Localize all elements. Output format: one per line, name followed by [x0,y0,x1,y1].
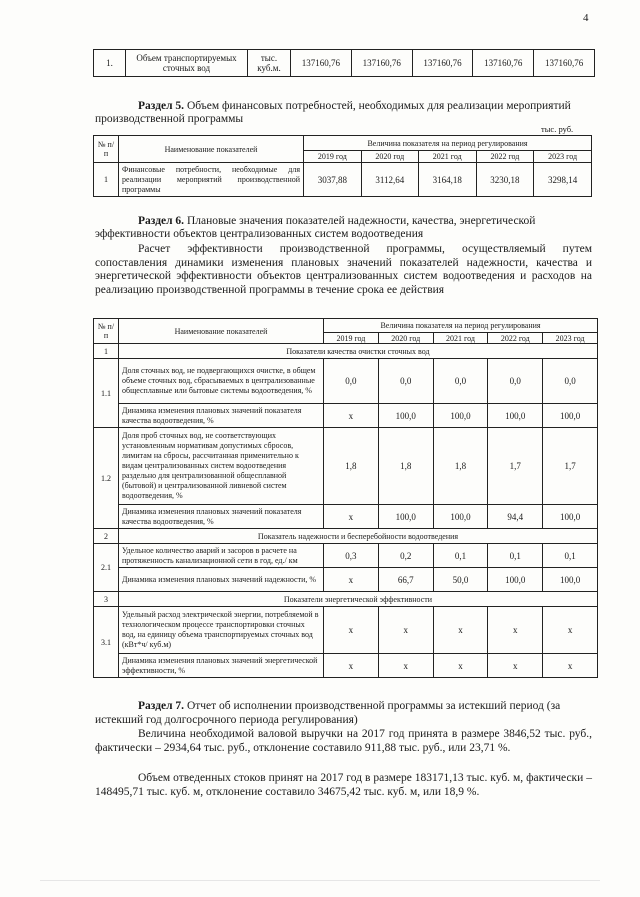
value-cell: 1,8 [324,428,379,505]
value-cell: 137160,76 [534,50,595,77]
row-name: Удельный расход электрической энергии, потребляемой в технологическом процессе транспортировки сточных вод, на единицу объема транспортируемых сточных вод (кВт*ч/ куб.м) [119,607,324,654]
section7-label: Раздел 7. [138,700,185,712]
table-row [94,568,598,592]
section6-heading [95,215,592,241]
value-cell: 3112,64 [361,163,418,197]
value-cell: 1,8 [433,428,488,505]
value-cell: 137160,76 [291,50,352,77]
section6-paragraph: Расчет эффективности производственной программы, осуществляемый путем сопоставления динамики изменения плановых значений показателей надежности, качества и энергетической эффективности объектов централизованных систем водоотведения и расходов на реализацию производственной программы в течение срока ее действия [95,243,592,296]
value-cell: 137160,76 [473,50,534,77]
row-number: 1.1 [94,359,119,428]
header-no: № п/п [94,319,119,344]
row-name: Объем транспортируемых сточных вод [126,50,248,77]
row-number: 1. [94,50,126,77]
section7-title: Отчет об исполнении производственной программы за истекший период (за истекший год долгосрочного периода регулирования) [95,700,561,726]
value-cell: 0,1 [433,544,488,568]
table-row [94,654,598,678]
table-row [94,163,592,197]
header-year: 2020 год [378,333,433,344]
row-name: Доля сточных вод, не подвергающихся очистке, в общем объеме сточных вод, сбрасываемых в централизованные общесплавные или бытовые системы водоотведения, % [119,359,324,404]
group-number: 1 [94,344,119,359]
value-cell: 100,0 [543,505,598,529]
section5-label: Раздел 5. [138,100,185,112]
value-cell: x [324,568,379,592]
value-cell: 100,0 [543,568,598,592]
group-number: 2 [94,529,119,544]
row-name: Динамика изменения плановых значений показателя качества водоотведения, % [119,505,324,529]
value-cell: x [488,607,543,654]
value-cell: 0,0 [433,359,488,404]
row-number: 3.1 [94,607,119,678]
group-title: Показатели энергетической эффективности [119,592,598,607]
value-cell: 0,1 [543,544,598,568]
value-cell: x [543,607,598,654]
value-cell: x [378,607,433,654]
value-cell: 1,8 [378,428,433,505]
value-cell: 100,0 [433,404,488,428]
value-cell: 0,1 [488,544,543,568]
value-cell: x [324,404,379,428]
table-row [94,50,595,77]
value-cell: 1,7 [488,428,543,505]
group-title: Показатель надежности и бесперебойности водоотведения [119,529,598,544]
value-cell: x [433,654,488,678]
value-cell: 3164,18 [418,163,476,197]
header-name: Наименование показателей [119,136,304,163]
row-unit: тыс. куб.м. [248,50,291,77]
value-cell: 0,0 [543,359,598,404]
group-row [94,344,598,359]
header-year: 2023 год [534,151,592,163]
value-cell: 0,0 [488,359,543,404]
group-row [94,529,598,544]
value-cell: 100,0 [378,505,433,529]
header-year: 2021 год [433,333,488,344]
header-year: 2021 год [418,151,476,163]
value-cell: 100,0 [488,568,543,592]
value-cell: 0,0 [378,359,433,404]
table-row [94,404,598,428]
value-cell: x [324,505,379,529]
value-cell: 66,7 [378,568,433,592]
group-number: 3 [94,592,119,607]
value-cell: x [324,607,379,654]
row-name: Динамика изменения плановых значений надежности, % [119,568,324,592]
value-cell: 3037,88 [304,163,362,197]
group-title: Показатели качества очистки сточных вод [119,344,598,359]
wastewater-volume-table [93,49,595,77]
row-name: Финансовые потребности, необходимые для реализации мероприятий производственной программы [119,163,304,197]
row-number: 1 [94,163,119,197]
value-cell: x [543,654,598,678]
financial-needs-table [93,135,592,197]
value-cell: 100,0 [378,404,433,428]
indicators-table [93,318,598,678]
page-number: 4 [583,12,589,24]
row-name: Динамика изменения плановых значений показателя качества водоотведения, % [119,404,324,428]
header-period: Величина показателя на период регулирования [304,136,592,151]
value-cell: 100,0 [433,505,488,529]
row-name: Динамика изменения плановых значений энергетической эффективности, % [119,654,324,678]
row-name: Удельное количество аварий и засоров в расчете на протяженность канализационной сети в год, ед./ км [119,544,324,568]
group-row [94,592,598,607]
value-cell: 0,2 [378,544,433,568]
value-cell: 137160,76 [412,50,473,77]
header-period: Величина показателя на период регулирования [324,319,598,333]
table-row [94,544,598,568]
header-year: 2019 год [324,333,379,344]
header-no: № п/п [94,136,119,163]
header-year: 2022 год [488,333,543,344]
section5-units: тыс. руб. [541,124,574,134]
value-cell: x [324,654,379,678]
section5-heading [95,100,592,126]
value-cell: 137160,76 [351,50,412,77]
value-cell: x [488,654,543,678]
value-cell: 94,4 [488,505,543,529]
value-cell: 100,0 [488,404,543,428]
header-name: Наименование показателей [119,319,324,344]
section7-paragraph-volume: Объем отведенных стоков принят на 2017 год в размере 183171,13 тыс. куб. м, фактически – 148495,71 тыс. куб. м, отклонение составило 34675,42 тыс. куб. м, или 18,9 %. [95,772,592,798]
value-cell: 0,3 [324,544,379,568]
header-year: 2022 год [476,151,534,163]
row-number: 2.1 [94,544,119,592]
value-cell: 0,0 [324,359,379,404]
section6-label: Раздел 6. [138,215,185,227]
header-row [94,136,592,151]
section7-heading [95,699,592,727]
header-year: 2023 год [543,333,598,344]
section7-paragraph-revenue: Величина необходимой валовой выручки на 2017 год принята в размере 3846,52 тыс. руб., фактически – 2934,64 тыс. руб., отклонение составило 911,88 тыс. руб., или 23,71 %. [95,728,592,754]
row-number: 1.2 [94,428,119,529]
value-cell: 50,0 [433,568,488,592]
value-cell: x [378,654,433,678]
row-name: Доля проб сточных вод, не соответствующих установленным нормативам допустимых сбросов, лимитам на сбросы, рассчитанная применительно к видам централизованных систем водоотведения раздельно для централизованной общесплавной (бытовой) и централизованной ливневой систем водоотведения, % [119,428,324,505]
page-bottom-edge [40,880,600,881]
table-row [94,607,598,654]
section6-title: Плановые значения показателей надежности, качества, энергетической эффективности объектов централизованных систем водоотведения [95,215,536,240]
value-cell: 100,0 [543,404,598,428]
section5-title: Объем финансовых потребностей, необходимых для реализации мероприятий производственной программы [95,100,571,125]
value-cell: x [433,607,488,654]
value-cell: 1,7 [543,428,598,505]
header-year: 2020 год [361,151,418,163]
table-row [94,505,598,529]
table-row [94,428,598,505]
table-row [94,359,598,404]
value-cell: 3298,14 [534,163,592,197]
header-row [94,319,598,333]
header-year: 2019 год [304,151,362,163]
value-cell: 3230,18 [476,163,534,197]
